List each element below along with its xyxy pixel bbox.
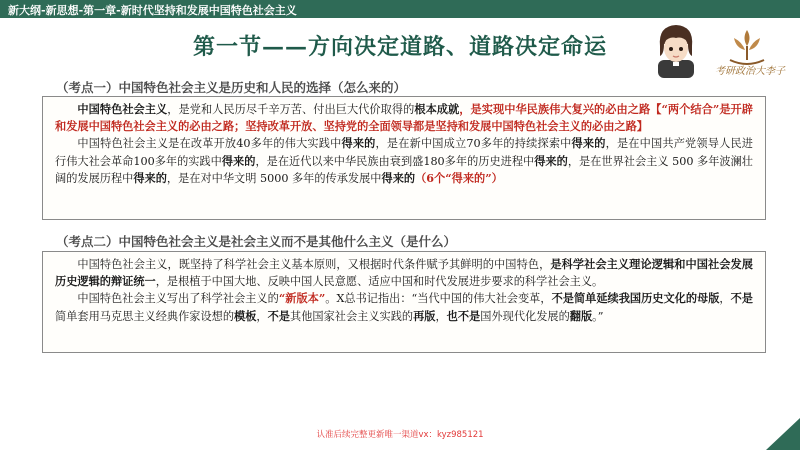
text-run: ，是在近代以来中华民族由衰到盛180多年的历史进程中 [255,154,535,168]
text-run: 不是简单延续我国历史文化的母版 [551,291,720,306]
paragraph-2-1 [55,256,753,290]
content-box-2 [42,251,766,353]
text-run: 得来的 [221,153,256,168]
text-run: 翻版 [569,308,593,323]
text-run: 。” [592,309,604,323]
top-bar [0,0,800,18]
page-corner-decoration [766,418,800,450]
section-heading-1: （考点一）中国特色社会主义是历史和人民的选择（怎么来的） [56,80,407,95]
text-run: ，是在对中华文明 5000 多年的传承发展中 [166,171,382,185]
text-run: 根本成就 [414,102,460,116]
breadcrumb: 新大纲-新思想-第一章-新时代坚持和发展中国特色社会主义 [8,4,297,17]
text-run: 中国特色社会主义 [77,102,168,116]
paragraph-1-2 [55,135,753,187]
text-run: ， [256,309,268,323]
text-run: 。X总书记指出：“当代中国的伟大社会变革， [325,292,552,306]
text-run: ， [719,292,731,306]
text-run: （6个“得来的”） [415,170,503,185]
text-run: 简单套用马克思主义经典作家设想的 [55,309,235,323]
text-run: ，是在中国共产党领导人民进行伟大社会革命100多年的实践中 [55,137,753,168]
text-run: 国外现代化发展的 [480,309,570,323]
brand-text: 考研政治大李子 [715,66,785,77]
text-run: 也不是 [446,308,481,323]
text-run: 得来的 [341,136,376,151]
text-run: 得来的 [571,136,606,151]
text-run: 得来的 [381,170,416,185]
text-run: 模板 [234,308,257,323]
text-run: 再版 [413,308,436,323]
avatar-illustration [648,20,704,78]
text-run: 不是 [730,291,753,306]
paragraph-2-2 [55,290,753,324]
text-run: 不是 [267,308,290,323]
text-run: ，是在世界社会主义 500 多年波澜壮阔的发展历程中 [55,154,753,185]
text-run: 其他国家社会主义实践的 [290,309,414,323]
text-run: ，是党和人民历尽千辛万苦、付出巨大代价取得的 [167,103,415,116]
content-box-1 [42,96,766,220]
text-run: 中国特色社会主义是在改革开放40多年的伟大实践中 [77,137,342,151]
text-run: ，是实现中华民族伟大复兴的必由之路【“两个结合”是开辟和发展中国特色社会主义的必由之路；坚持改革开放、坚持党的全面领导都是坚持和发展中国特色社会主义的必由之路】 [55,102,753,134]
text-run: 得来的 [133,170,167,185]
text-run: 中国特色社会主义写出了科学社会主义的 [77,292,279,306]
text-run: ，是在新中国成立70多年的持续探索中 [375,137,572,151]
text-run: ， [435,309,447,323]
footer-note: 认准后续完整更新唯一渠道vx：kyz985121 [316,430,484,440]
text-run: 中国特色社会主义，既坚持了科学社会主义基本原则，又根据时代条件赋予其鲜明的中国特色， [77,258,551,271]
paragraph-1-1 [55,101,753,135]
text-run: 是科学社会主义理论逻辑和中国社会发展历史逻辑的辩证统一 [55,257,753,289]
page-title: 第一节——方向决定道路、道路决定命运 [192,34,607,60]
text-run: “新版本” [278,291,326,306]
text-run: ，是根植于中国大地、反映中国人民意愿、适应中国和时代发展进步要求的科学社会主义。 [155,275,604,289]
text-run: 得来的 [534,153,568,168]
section-heading-2: （考点二）中国特色社会主义是社会主义而不是其他什么主义（是什么） [56,234,457,249]
